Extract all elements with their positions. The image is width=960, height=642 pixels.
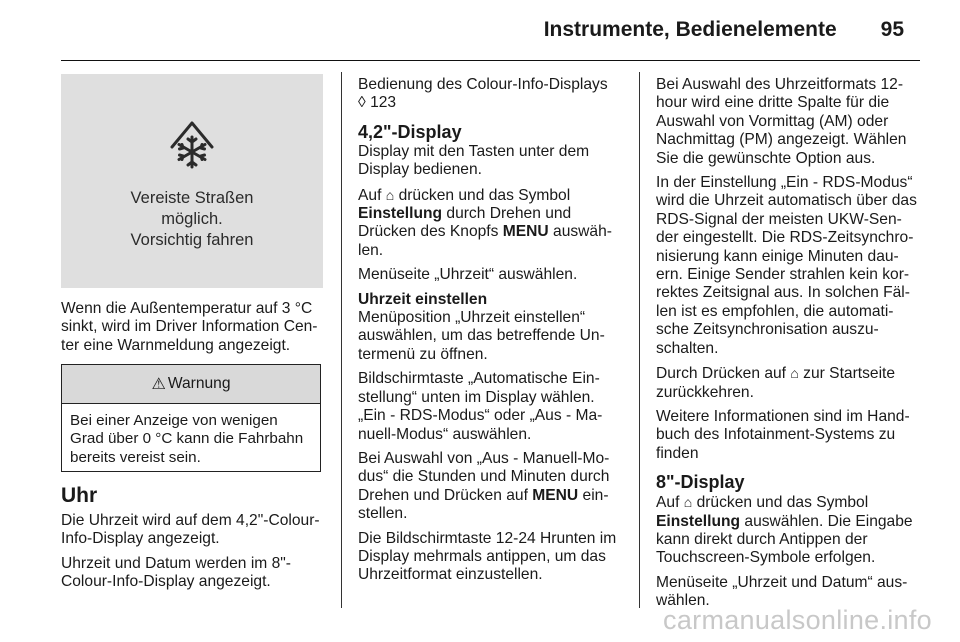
watermark: carmanualsonline.info [663, 605, 932, 635]
warning-header [62, 365, 320, 404]
subsection-title: 4,2"-Display [358, 121, 462, 142]
home-icon: ⌂ [790, 365, 799, 382]
paragraph: Bildschirmtaste „Automatische Ein-stellung“ unten im Display wählen. „Ein - RDS-Modus“ oder „Aus - Ma-nuell-Modus“ auswählen. [358, 370, 603, 443]
text: drücken und das Symbol [398, 186, 571, 204]
subsection-title: Uhrzeit einstellen [358, 290, 488, 308]
paragraph: Weitere Informationen sind im Hand-buch des Infotainment-Systems zu finden [656, 407, 910, 462]
paragraph [656, 364, 924, 402]
menu-label: MENU [502, 223, 549, 241]
warning-body: Bei einer Anzeige von wenigen Grad über 0 °C kann die Fahrbahn bereits vereist sein. [70, 412, 304, 466]
text: durch Drehen und Drücken des Knopfs [358, 205, 572, 241]
display-line: Vorsichtig fahren [130, 231, 254, 249]
paragraph: Display mit den Tasten unter dem Display bedienen. [358, 142, 590, 179]
chapter-title: Instrumente, Bedienelemente [543, 18, 837, 41]
header-title [544, 18, 904, 42]
paragraph: Die Bildschirmtaste 12-24 Hrunten im Display mehrmals antippen, um das Uhrzeitformat einzustellen. [358, 529, 617, 584]
text: auswählen. Die Eingabe kann direkt durch Antippen der Touchscreen-Symbole erfolgen. [656, 512, 913, 567]
text: Auf [358, 186, 382, 204]
menu-label: MENU [532, 486, 579, 504]
warning-title: Warnung [167, 375, 231, 392]
column-3 [656, 76, 924, 617]
home-icon: ⌂ [683, 494, 693, 511]
setting-label: Einstellung [358, 205, 443, 223]
paragraph: Menüseite „Uhrzeit und Datum“ aus-wählen. [656, 573, 908, 610]
text: Bei Auswahl von „Aus - Manuell-Mo-dus“ die Stunden und Minuten durch Drehen und Drücken auf [358, 449, 610, 504]
text: ein-stellen. [358, 486, 609, 523]
paragraph [358, 186, 626, 261]
text: auswäh-len. [358, 223, 612, 259]
display-illustration [61, 74, 323, 288]
setting-label: Einstellung [656, 512, 741, 530]
paragraph: Wenn die Außentemperatur auf 3 °C sinkt, wird im Driver Information Cen-ter eine Warnmeldung angezeigt. [61, 300, 318, 354]
paragraph [656, 493, 924, 568]
page-reference-arrow-icon: ◊ [358, 94, 366, 112]
display-warning-text [61, 188, 323, 251]
warning-icon: ⚠ [151, 376, 166, 393]
header-rule [61, 60, 920, 61]
reference-text: Bedienung des Colour-Info-Displays [358, 76, 608, 93]
home-icon: ⌂ [385, 186, 395, 203]
subsection-title: 8"-Display [656, 472, 745, 493]
display-line: Vereiste Straßen [130, 189, 254, 207]
warning-box [61, 364, 321, 472]
column-1 [61, 300, 327, 361]
column-divider-2 [639, 72, 640, 608]
reference-paragraph [358, 76, 626, 113]
paragraph: In der Einstellung „Ein - RDS-Modus“ wird die Uhrzeit automatisch über das RDS-Signal der meisten UKW-Sen-der eingestellt. Die RDS-Zeitsynchro-nisierung kann einige Minuten dau-ern. Einige Sender strahlen kein kor-rektes Zeitsignal aus. In solchen Fäl-len ist es empfohlen, die automati-sche Zeitsynchronisation auszu-schalten. [656, 174, 917, 357]
paragraph: Menüseite „Uhrzeit“ auswählen. [358, 266, 578, 284]
paragraph [358, 450, 626, 524]
column-divider-1 [341, 72, 342, 608]
paragraph: Die Uhrzeit wird auf dem 4,2"-Colour-Info-Display angezeigt. [61, 512, 320, 548]
text: zur Startseite zurückkehren. [656, 365, 896, 401]
section-title: Uhr [61, 484, 98, 507]
text: Auf [656, 494, 680, 512]
page-number: 95 [880, 18, 904, 41]
column-1-continued [61, 512, 331, 598]
paragraph: Uhrzeit und Datum werden im 8"-Colour-Info-Display angezeigt. [61, 554, 292, 591]
text: Durch Drücken auf [656, 365, 787, 383]
paragraph: Menüposition „Uhrzeit einstellen“ auswählen, um das betreffende Un-termenü zu öffnen. [358, 309, 605, 363]
column-2 [358, 76, 626, 591]
display-line: möglich. [161, 210, 223, 228]
snowflake-warning-triangle-icon [164, 117, 220, 173]
paragraph: Bei Auswahl des Uhrzeitformats 12-hour wird eine dritte Spalte für die Auswahl von Vormittag (AM) oder Nachmittag (PM) angezeigt. Wählen Sie die gewünschte Option aus. [656, 76, 907, 167]
text: drücken und das Symbol [696, 494, 869, 512]
page-reference-link[interactable]: 123 [370, 94, 397, 112]
